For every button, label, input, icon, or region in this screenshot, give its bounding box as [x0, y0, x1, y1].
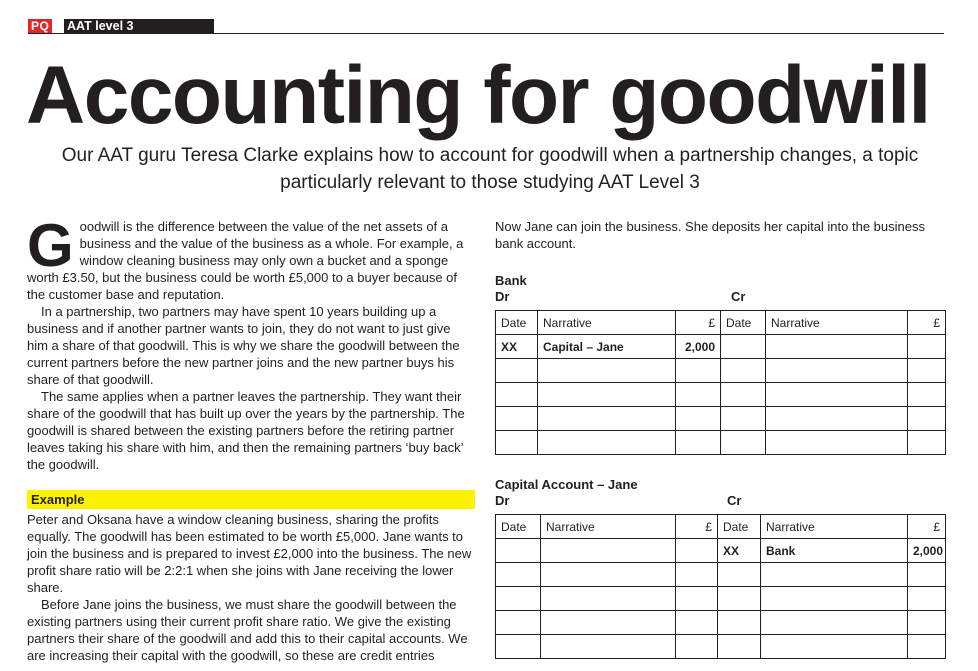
table-row	[496, 359, 946, 383]
debit-narrative: Capital – Jane	[538, 335, 676, 359]
header-date: Date	[721, 311, 766, 335]
right-column-intro	[495, 218, 945, 252]
debit-date: XX	[496, 335, 538, 359]
header-date: Date	[496, 311, 538, 335]
table-row	[496, 587, 946, 611]
header-narrative: Narrative	[541, 515, 676, 539]
left-column	[27, 212, 475, 664]
header-date: Date	[496, 515, 541, 539]
table-row	[496, 515, 946, 539]
credit-date: XX	[718, 539, 761, 563]
table-row	[496, 563, 946, 587]
paragraph-1	[27, 212, 475, 303]
brand-logo: PQ	[28, 19, 52, 33]
bank-dr-label: Dr	[495, 289, 510, 304]
header-amount: £	[908, 515, 946, 539]
header-amount: £	[908, 311, 946, 335]
bank-cr-label: Cr	[731, 289, 746, 304]
header-narrative: Narrative	[761, 515, 908, 539]
table-row	[496, 611, 946, 635]
paragraph-3: The same applies when a partner leaves the partnership. They want their share of the goodwill that has built up over the years by the partnership. The goodwill is shared between the existing partners before the retiring partner leaves taking his share with him, and then the remaining partners ‘buy back’ the goodwill.	[27, 389, 465, 472]
table-row	[496, 431, 946, 455]
table-row	[496, 383, 946, 407]
capital-account-title: Capital Account – Jane	[495, 477, 638, 492]
debit-amount	[676, 539, 718, 563]
credit-amount: 2,000	[908, 539, 946, 563]
header-narrative: Narrative	[766, 311, 908, 335]
credit-date	[721, 335, 766, 359]
section-bar	[28, 19, 944, 34]
section-label: AAT level 3	[64, 19, 214, 33]
bank-ledger-table	[495, 310, 946, 455]
right-intro: Now Jane can join the business. She deposits her capital into the business bank account.	[495, 219, 925, 251]
capital-dr-label: Dr	[495, 493, 510, 508]
debit-amount: 2,000	[676, 335, 721, 359]
table-row	[496, 539, 946, 563]
debit-date	[496, 539, 541, 563]
page-title: Accounting for goodwill	[26, 50, 930, 141]
bank-account-title: Bank	[495, 273, 527, 288]
debit-narrative	[541, 539, 676, 563]
standfirst: Our AAT guru Teresa Clarke explains how to account for goodwill when a partnership changes, a topic particularly relevant to those studying AAT Level 3	[61, 145, 919, 193]
table-row	[496, 335, 946, 359]
example-heading: Example	[27, 490, 475, 509]
credit-amount	[908, 335, 946, 359]
header-date: Date	[718, 515, 761, 539]
table-row	[496, 311, 946, 335]
header-amount: £	[676, 515, 718, 539]
paragraph-5: Before Jane joins the business, we must share the goodwill between the existing partners using their current profit share ratio. We give the existing partners their share of the goodwill and add this to their capital accounts. We are increasing their capital with the goodwill, so these are credit entries	[27, 597, 468, 663]
paragraph-1-text: oodwill is the difference between the value of the net assets of a business and the value of the business as a whole. For example, a window cleaning business may only own a bucket and a sponge worth £3.50, but the business could be worth £5,000 to a buyer because of the customer base and reputation.	[27, 219, 464, 302]
table-row	[496, 635, 946, 659]
header-amount: £	[676, 311, 721, 335]
capital-ledger-table	[495, 514, 946, 659]
credit-narrative	[766, 335, 908, 359]
paragraph-2: In a partnership, two partners may have spent 10 years building up a business and if another partner wants to join, they do not want to just give him a share of that goodwill. This is why we share the goodwill between the current partners before the new partner joins and the new partner buys his share of that goodwill.	[27, 304, 460, 387]
header-narrative: Narrative	[538, 311, 676, 335]
paragraph-4: Peter and Oksana have a window cleaning business, sharing the profits equally. The goodwill has been estimated to be worth £5,000. Jane wants to join the business and is prepared to invest £2,000 into the business. The new profit share ratio will be 2:2:1 when she joins with Jane receiving the lower share.	[27, 512, 472, 595]
capital-cr-label: Cr	[727, 493, 742, 508]
drop-cap: G	[27, 212, 74, 279]
table-row	[496, 407, 946, 431]
credit-narrative: Bank	[761, 539, 908, 563]
